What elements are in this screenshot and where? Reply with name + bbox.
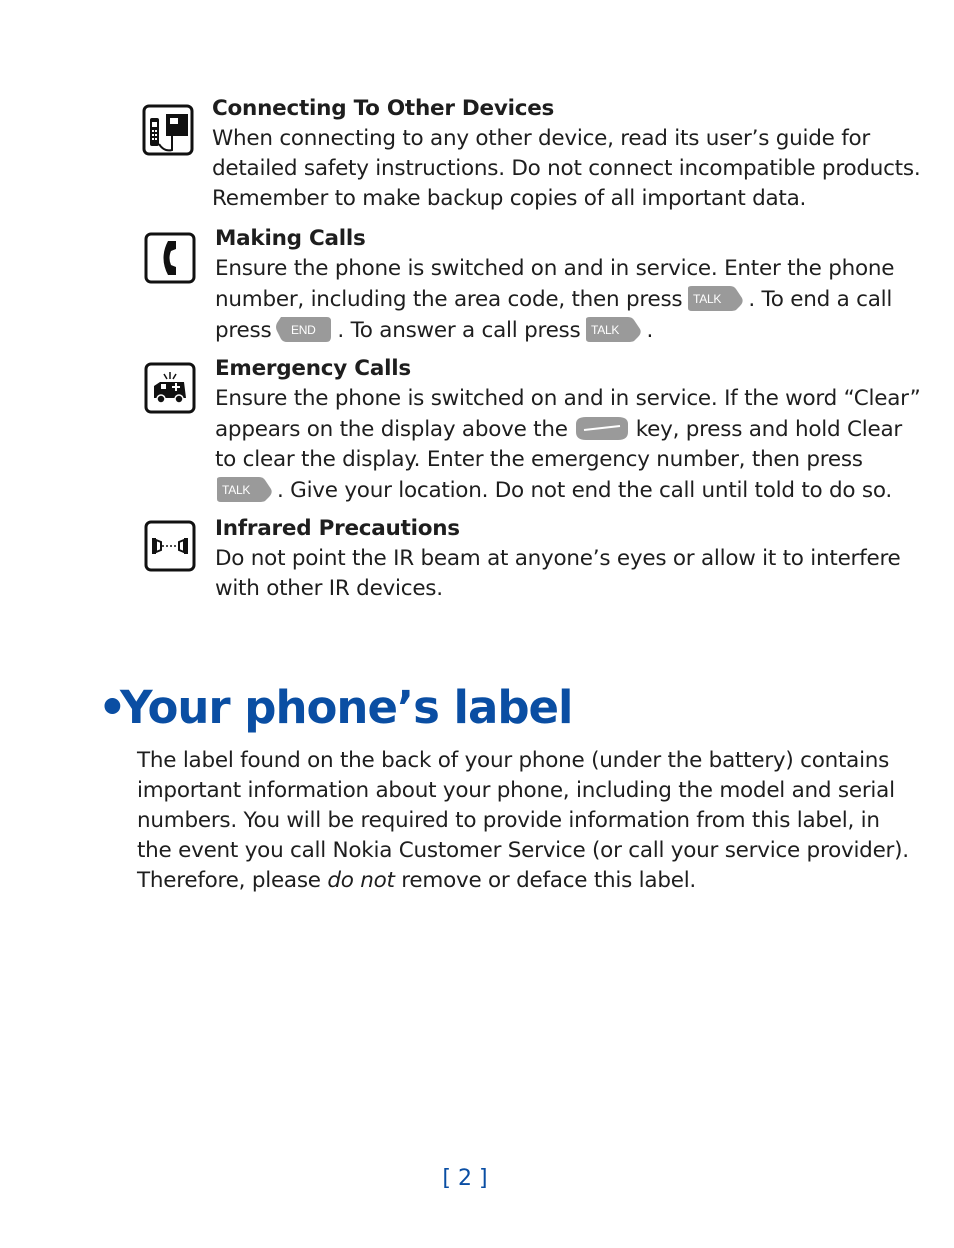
selection-key-icon [572, 414, 632, 442]
body-text: . Give your location. Do not end the call until told to do so. [277, 478, 892, 503]
body-text: Therefore, please [137, 868, 328, 893]
body-line-with-key [215, 475, 892, 506]
body-line: detailed safety instructions. Do not connect incompatible products. [212, 156, 921, 181]
svg-text:TALK: TALK [222, 483, 251, 497]
svg-text:TALK: TALK [591, 323, 620, 337]
body-line: to clear the display. Enter the emergency number, then press [215, 447, 863, 472]
ambulance-icon [144, 362, 196, 414]
phone-handset-icon [144, 232, 196, 284]
body-text: press [215, 318, 272, 343]
emphasis-text: do not [327, 868, 395, 893]
page-number: [ 2 ] [442, 1166, 488, 1191]
body-line-with-key [215, 284, 893, 315]
body-line: important information about your phone, including the model and serial [137, 778, 895, 803]
body-line-with-key [215, 414, 902, 445]
section-title: Making Calls [215, 226, 366, 251]
body-line: the event you call Nokia Customer Service (or call your service provider). [137, 838, 909, 863]
end-key-icon [275, 315, 333, 343]
talk-key-icon [686, 284, 744, 312]
body-text: appears on the display above the [215, 417, 568, 442]
section-title: Connecting To Other Devices [212, 96, 555, 121]
body-line: Do not point the IR beam at anyone’s eyes or allow it to interfere [215, 546, 901, 571]
page-heading [98, 678, 572, 738]
body-text: key, press and hold Clear [635, 417, 902, 442]
talk-key-icon [584, 315, 642, 343]
body-line: When connecting to any other device, read its user’s guide for [212, 126, 871, 151]
body-text: number, including the area code, then press [215, 287, 683, 312]
svg-text:TALK: TALK [693, 292, 722, 306]
heading-bullet: • [98, 681, 126, 734]
section-title: Infrared Precautions [215, 516, 460, 541]
infrared-icon [144, 520, 196, 572]
talk-key-icon [215, 475, 273, 503]
svg-text:END: END [291, 323, 316, 337]
body-text: . [646, 318, 654, 343]
body-text: . To answer a call press [337, 318, 581, 343]
body-line: Ensure the phone is switched on and in service. If the word “Clear” [215, 386, 921, 411]
body-line: Ensure the phone is switched on and in service. Enter the phone [215, 256, 895, 281]
body-line: The label found on the back of your phone (under the battery) contains [137, 748, 890, 773]
body-line [137, 866, 837, 896]
body-line: Remember to make backup copies of all important data. [212, 186, 807, 211]
body-line: with other IR devices. [215, 576, 443, 601]
section-title: Emergency Calls [215, 356, 411, 381]
body-line-with-key [215, 315, 855, 346]
label-paragraph [137, 746, 909, 896]
body-line: numbers. You will be required to provide information from this label, in [137, 808, 880, 833]
body-text: remove or deface this label. [394, 868, 697, 893]
body-text: . To end a call [748, 287, 893, 312]
connecting-devices-icon [142, 104, 194, 156]
heading-text: Your phone’s label [120, 681, 573, 734]
